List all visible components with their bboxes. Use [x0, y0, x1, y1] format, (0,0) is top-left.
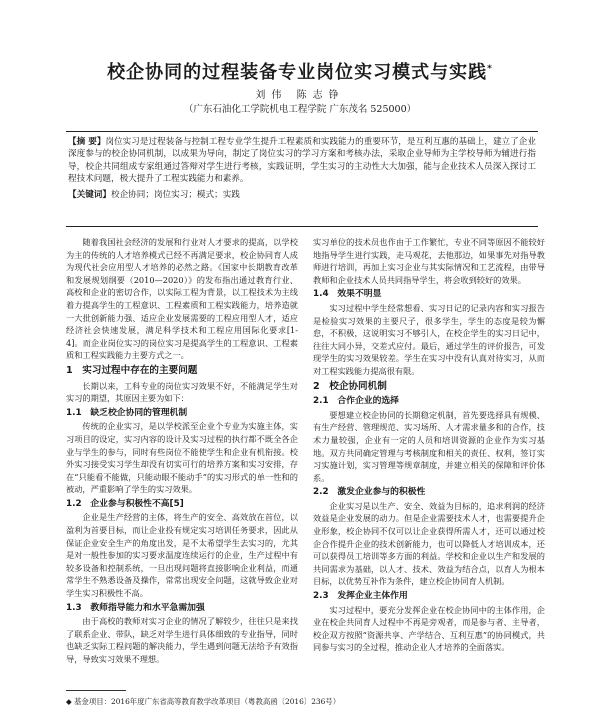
keywords-text: 校企协同；岗位实习；模式；实践: [110, 189, 240, 200]
paragraph: 实习单位的技术员也作由于工作繁忙，专业不同等原因不能较好地指导学生进行实践，走马观花，去他那边，如果事先对指导教师进行培训，再加上实习企业与其实际情况和工艺流程，由带导教师和企业技术人员共同指导学生，将会收到较好的效果。: [313, 237, 545, 285]
intro-paragraph: 随着我国社会经济的发展和行业对人才要求的提高，以学校为主的传统的人才培养模式已经不再满足要求，校企协同育人成为现代社会应用型人才培养的必然之路。《国家中长期教育改革和发展规划纲要（2010—2020）》的发布指出通过教育行业、高校和企业的密切合作，以实际工程为背景，以工程技术为主线着力提高学生的工程意识、工程素质和工程实践能力，培养造就一大批创新能力强、适应企业发展需要的工程应用型人才，适应经济社会快速发展，满足科学技术和工程应用国际化要求[1-4]。而企业岗位实习的岗位实习是提高学生的工程意识、工程素质和工程实践能力主要方式之一。: [66, 237, 298, 361]
left-column: [66, 236, 298, 666]
keywords-label: 【关键词】: [68, 189, 111, 200]
paragraph: 实习过程中，要充分发挥企业在校企协同中的主体作用，企业在校企共同育人过程中不再是旁观者，而是参与者、主导者，校企双方按照“资源共享、产学结合、互利互惠”的协同模式，共同参与实习的全过程，推动企业人才培养的全面落实。: [313, 604, 545, 653]
paragraph: 由于高校的教师对实习企业的情况了解较少，往往只是来找了联系企业、带队，缺乏对学生进行具体细致的专业指导，同时也缺乏实际工程问题的解决能力，学生遇到问题无法给予有效指导，导致实习效果不理想。: [66, 616, 298, 664]
subsection-heading: 1.4 效果不明显: [313, 289, 382, 300]
affiliation: （广东石油化工学院机电工程学院 广东茂名 525000）: [183, 104, 417, 115]
subsection-heading: 1.2 企业参与积极性不高[5]: [66, 498, 184, 509]
subsection-heading: 2.3 发挥企业主体作用: [313, 591, 408, 602]
title-text: 校企协同的过程装备专业岗位实习模式与实践: [107, 62, 488, 83]
paragraph: 传统的企业实习，是以学校派至企业个专业为实施主体，实习项目的设定，实习内容的设计及实习过程的执行都不既全各企业与学生的参与，同时有些岗位不能使学生和企业有机衔接。校外实习接受实习学生却没有切实可行的培养方案和实习安排，存在“只能看不能做，只能动眼不能动手”的实习形式的单一性和的被动，严重影响了学生的实习效果。: [66, 421, 298, 495]
paragraph: 企业实习是以生产、安全、效益为目标的，追求利润的经济效益是企业发展的动力。但是企业需要技术人才，也需要提升企业形象，校企协同不仅可以让企业获得所需人才，还可以通过校企合作提升企业的技术创新能力，也可以降低人才培训成本，还可以获得员工培训等多方面的利益。学校和企业以生产和发展的共同需求为基础，以人才、技术、效益为结合点，以育人为根本目标，以优势互补作为条件，建立校企协同育人机制。: [313, 500, 545, 587]
subsection-heading: 1.3 教师指导能力和水平急需加强: [66, 602, 205, 613]
section-heading: 2 校企协同机制: [313, 380, 387, 392]
subsection-heading: 1.1 缺乏校企协同的管理机制: [66, 407, 188, 418]
abstract-text: 岗位实习是过程装备与控制工程专业学生提升工程素质和实践能力的重要环节，是互利互惠的基础上，建立了企业深度参与的校企协同机制，以成果为导向，制定了岗位实习的学习方案和考核办法，采取企业导师为主学校导师为辅进行指导，校企共同组成专家组通过答辩对学生进行考核，实践证明，学生实习的主动性大大加强，能与企业技术人员深入探讨工程技术问题，极大提升了工程实践能力和素养。: [68, 137, 536, 185]
right-column: [313, 236, 545, 654]
subsection-heading: 2.1 合作企业的选择: [313, 396, 399, 407]
subsection-heading: 2.2 激发企业参与的积极性: [313, 487, 426, 498]
abstract-label: 【摘 要】: [68, 137, 106, 147]
abstract-box: [66, 131, 538, 227]
paragraph: 长期以来，工科专业的岗位实习效果不好，不能满足学生对实习的期望，其原因主要为如下：: [66, 380, 298, 404]
title-footnote-mark: *: [487, 64, 493, 74]
section-heading: 1 实习过程中存在的主要问题: [66, 364, 198, 376]
paragraph: 企业是生产经营的主体，将生产的安全、高效放在首位，以盈利为首要目标，而让企业投有规定实习培训任务要求，因此从保证企业安全生产的角度出发，是不太希望学生去实习的，尤其是对一般性参加的实习要求温度连续运行的企业，生产过程中有较多设备和控制系统，一旦出现问题将直接影响企业利益，而通常学生不熟悉设备及操作，常常出现安全问题，这就导致企业对学生实习积极性不高。: [66, 512, 298, 599]
footnote-divider: [66, 690, 126, 691]
keywords: [68, 189, 536, 201]
paragraph: 要想建立校企协同的长期稳定机制，首先要选择具有规模、有生产经营、管理规范、实习场所、人才需求量多和的合作，技术力量较强，企业有一定的人员和培训资源的企业作为实习基地。双方共同确定管理与考核制度和相关的责任、权利，签订实习实施计划，实习管理等规章制度，并建立相关的保障和评价体系。: [313, 409, 545, 483]
footnote: ◆ 基金项目：2016年度广东省高等教育教学改革项目（粤教高函〔2016〕236号）: [66, 697, 341, 706]
paper-title: [0, 58, 600, 84]
abstract: [68, 136, 536, 186]
paragraph: 实习过程中学生经常想看、实习日记的记录内容和实习报告是检验实习效果的主要尺子，很多学生，学生的态度是较为懈怠，不积极，这说明实习不够引人，在校企学生的实习日记中，往往大同小异，交差式应付。最后，通过学生的评价报告，可发现学生的实习效果较差。学生在实习中没有认真对待实习，从而对工程实践能力提高很有限。: [313, 302, 545, 376]
authors: 刘伟 陈志铮: [255, 90, 345, 101]
